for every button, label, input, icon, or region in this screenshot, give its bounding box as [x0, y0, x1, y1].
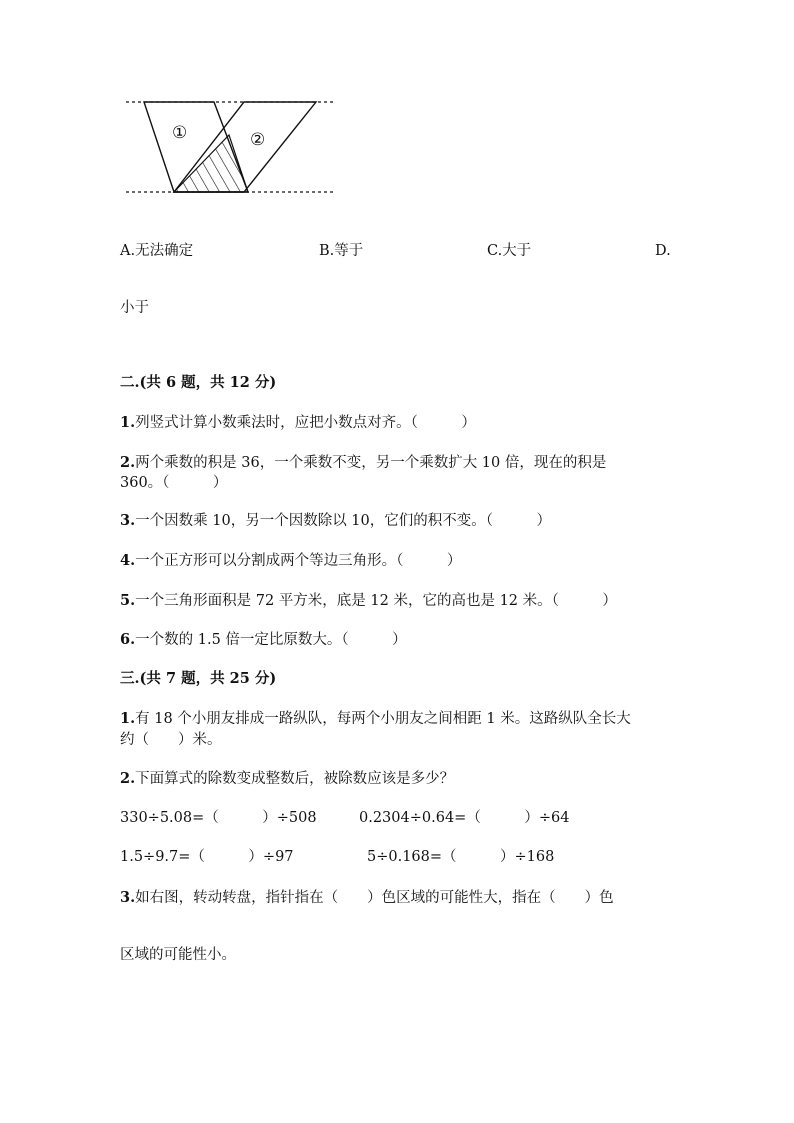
- s2-question-2-cont: 360。（ ）: [120, 475, 228, 491]
- s3-question-1-cont: 约（ ）米。: [120, 732, 222, 748]
- s2-question-5: [120, 591, 617, 611]
- section-2-heading: 二.(共 6 题，共 12 分): [120, 374, 277, 391]
- s3-question-1: [120, 709, 631, 729]
- s3-question-2: [120, 769, 454, 789]
- parallelogram-figure: [120, 92, 350, 202]
- option-d[interactable]: D.: [655, 243, 671, 259]
- question-text: 一个数的 1.5 倍一定比原数大。（ ）: [135, 632, 407, 648]
- s3-question-3: [120, 888, 614, 908]
- question-text: 有 18 个小朋友排成一路纵队，每两个小朋友之间相距 1 米。这路纵队全长大: [135, 711, 631, 727]
- question-number: 3.: [120, 889, 136, 906]
- s2-question-2: [120, 453, 606, 473]
- question-number: 1.: [120, 710, 136, 727]
- option-b[interactable]: B.等于: [319, 243, 364, 259]
- region-1-label: ①: [172, 123, 188, 143]
- question-number: 5.: [120, 592, 136, 609]
- question-text: 一个正方形可以分割成两个等边三角形。（ ）: [135, 553, 462, 569]
- question-number: 2.: [120, 770, 136, 787]
- s2-question-4: [120, 551, 461, 571]
- equation-2: 0.2304÷0.64=（ ）÷64: [359, 810, 570, 826]
- option-c[interactable]: C.大于: [487, 243, 532, 259]
- section-3-heading: 三.(共 7 题，共 25 分): [120, 670, 277, 687]
- s2-question-1: [120, 413, 476, 433]
- question-text: 一个三角形面积是 72 平方米，底是 12 米，它的高也是 12 米。（ ）: [135, 593, 617, 609]
- s2-question-6: [120, 630, 407, 650]
- equation-1: 330÷5.08=（ ）÷508: [120, 810, 317, 826]
- region-2-label: ②: [250, 130, 266, 150]
- equation-3: 1.5÷9.7=（ ）÷97: [120, 849, 294, 865]
- question-number: 2.: [120, 454, 136, 471]
- question-text: 下面算式的除数变成整数后，被除数应该是多少？: [135, 771, 455, 787]
- s2-question-3: [120, 511, 551, 531]
- question-number: 1.: [120, 414, 136, 431]
- question-number: 4.: [120, 552, 136, 569]
- s3-question-3-cont: 区域的可能性小。: [120, 947, 236, 963]
- question-text: 一个因数乘 10，另一个因数除以 10，它们的积不变。（ ）: [135, 513, 552, 529]
- option-d-continued: 小于: [120, 300, 149, 316]
- question-text: 两个乘数的积是 36，一个乘数不变，另一个乘数扩大 10 倍，现在的积是: [135, 455, 607, 471]
- question-text: 列竖式计算小数乘法时，应把小数点对齐。（ ）: [135, 415, 476, 431]
- option-a[interactable]: A.无法确定: [120, 243, 194, 259]
- question-text: 如右图，转动转盘，指针指在（ ）色区域的可能性大，指在（ ）色: [135, 890, 614, 906]
- question-number: 6.: [120, 631, 136, 648]
- question-number: 3.: [120, 512, 136, 529]
- equation-4: 5÷0.168=（ ）÷168: [367, 849, 555, 865]
